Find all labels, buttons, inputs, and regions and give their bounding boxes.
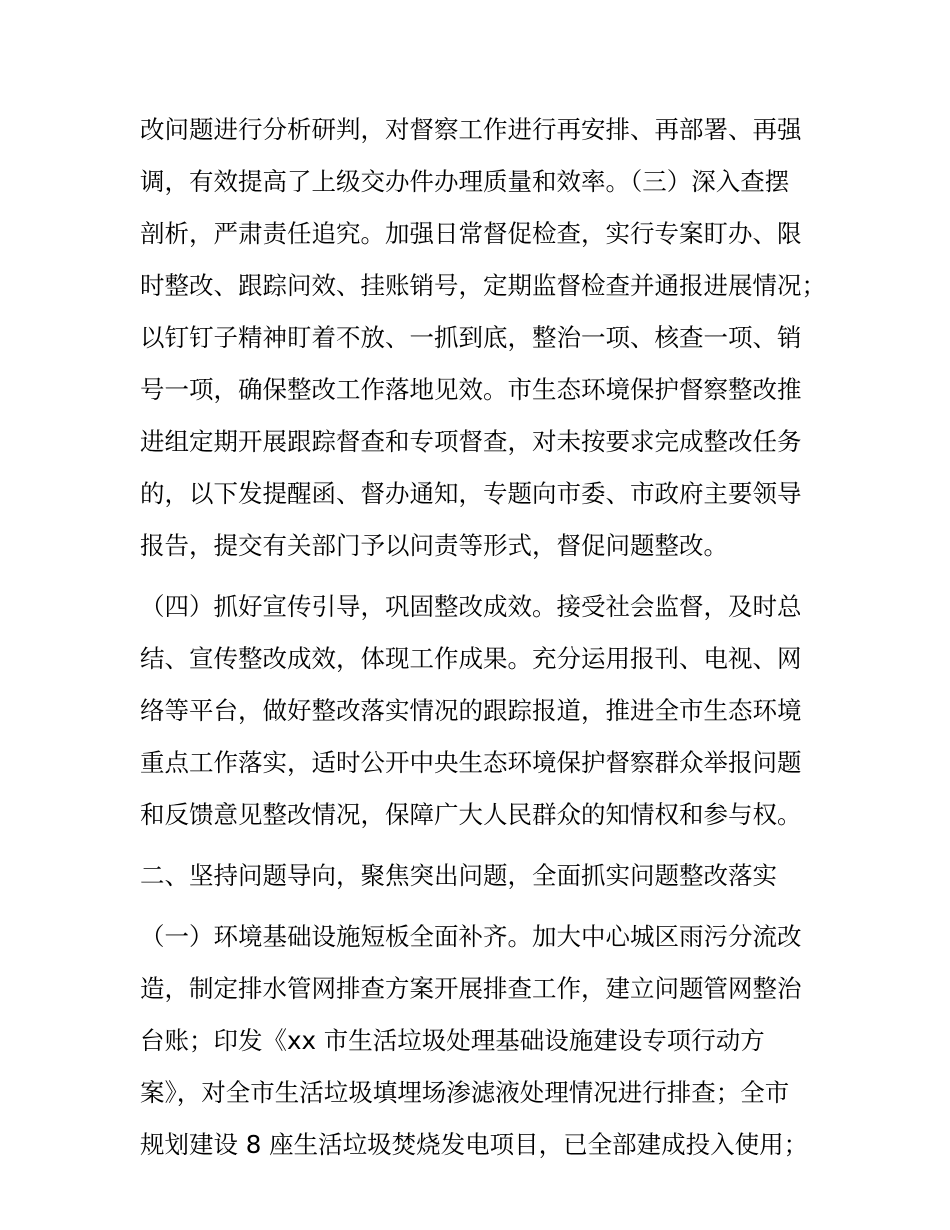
text-line: 进组定期开展跟踪督查和专项督查，对未按要求完成整改任务: [140, 427, 802, 456]
text-line: 剖析，严肃责任追究。加强日常督促检查，实行专案盯办、限: [140, 219, 802, 248]
paragraph-spacing: [140, 902, 840, 911]
text-line: （四）抓好宣传引导，巩固整改成效。接受社会监督，及时总: [140, 592, 802, 621]
section-heading-problem-oriented: [140, 850, 840, 902]
text-line: 的，以下发提醒函、督办通知，专题向市委、市政府主要领导: [140, 479, 802, 508]
text-line: 报告，提交有关部门予以问责等形式，督促问题整改。: [140, 531, 728, 560]
text-line: 和反馈意见整改情况，保障广大人民群众的知情权和参与权。: [140, 800, 802, 829]
text-line: 台账；印发《xx 市生活垃圾处理基础设施建设专项行动方: [140, 1026, 765, 1055]
text-line: 结、宣传整改成效，体现工作成果。充分运用报刊、电视、网: [140, 644, 802, 673]
text-line: 案》，对全市生活垃圾填埋场渗滤液处理情况进行排查；全市: [140, 1078, 790, 1107]
text-line: 时整改、跟踪问效、挂账销号，定期监督检查并通报进展情况；: [140, 271, 826, 300]
paragraph-supervision-rectification: [140, 104, 840, 572]
paragraph-spacing: [140, 841, 840, 850]
paragraph-spacing: [140, 572, 840, 581]
text-line: 络等平台，做好整改落实情况的跟踪报道，推进全市生态环境: [140, 696, 802, 725]
text-line: 调，有效提高了上级交办件办理质量和效率。（三）深入查摆: [140, 167, 790, 196]
text-line: 造，制定排水管网排查方案开展排查工作，建立问题管网整治: [140, 974, 802, 1003]
text-line: 改问题进行分析研判，对督察工作进行再安排、再部署、再强: [140, 115, 802, 144]
text-line: （一）环境基础设施短板全面补齐。加大中心城区雨污分流改: [140, 922, 802, 951]
text-line: 以钉钉子精神盯着不放、一抓到底，整治一项、核查一项、销: [140, 323, 802, 352]
text-line: 规划建设 8 座生活垃圾焚烧发电项目，已全部建成投入使用；: [140, 1130, 809, 1159]
text-line: 重点工作落实，适时公开中央生态环境保护督察群众举报问题: [140, 748, 802, 777]
paragraph-publicity-guidance: [140, 581, 840, 841]
section-heading-text: 二、坚持问题导向，聚焦突出问题，全面抓实问题整改落实: [140, 861, 777, 890]
paragraph-infrastructure: [140, 911, 840, 1171]
document-body: [140, 104, 840, 1171]
text-line: 号一项，确保整改工作落地见效。市生态环境保护督察整改推: [140, 375, 802, 404]
